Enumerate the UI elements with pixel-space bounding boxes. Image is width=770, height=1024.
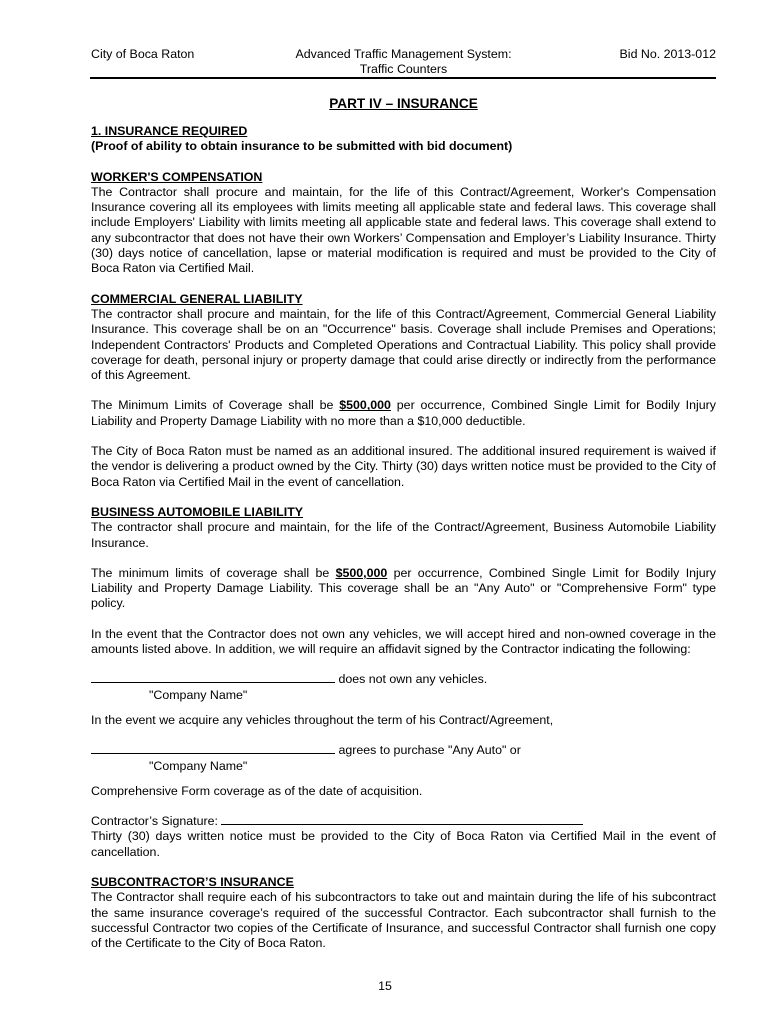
company-name-caption-1: "Company Name": [149, 687, 248, 702]
auto-limits-text: The minimum limits of coverage shall be: [91, 565, 336, 580]
affidavit-line-2: [91, 743, 716, 758]
auto-cancellation: Thirty (30) days written notice must be provided to the City of Boca Raton via Certified Mail in the event of cancellation.: [91, 829, 716, 859]
header-right: Bid No. 2013-012: [619, 47, 716, 61]
company-name-caption-2: "Company Name": [149, 758, 248, 773]
workers-comp-heading: WORKER'S COMPENSATION: [91, 169, 263, 184]
auto-heading: BUSINESS AUTOMOBILE LIABILITY: [91, 504, 304, 519]
part-title: PART IV – INSURANCE: [329, 96, 478, 111]
company-name-blank-1[interactable]: [91, 672, 335, 683]
signature-blank[interactable]: [221, 814, 583, 825]
auto-body: The contractor shall procure and maintain, for the life of the Contract/Agreement, Business Automobile Liability Insurance.: [91, 520, 716, 550]
page-header: [91, 47, 716, 79]
cgl-limits-amount: $500,000: [339, 398, 391, 413]
affidavit-line-1: [91, 672, 716, 687]
cgl-heading: COMMERCIAL GENERAL LIABILITY: [91, 291, 303, 306]
signature-line: [91, 814, 716, 829]
auto-limits-amount: $500,000: [335, 565, 388, 580]
cgl-limits-text: The Minimum Limits of Coverage shall be: [91, 398, 340, 413]
header-left: City of Boca Raton: [91, 47, 195, 61]
auto-acquire: In the event we acquire any vehicles throughout the term of his Contract/Agreement,: [91, 712, 554, 727]
document-body: [91, 124, 716, 951]
header-center-line2: Traffic Counters: [359, 62, 448, 76]
header-rule: [90, 77, 716, 79]
page-number: 15: [378, 979, 392, 993]
auto-comprehensive: Comprehensive Form coverage as of the date of acquisition.: [91, 783, 423, 798]
company-name-blank-2[interactable]: [91, 743, 335, 754]
auto-limits: [91, 566, 716, 612]
auto-limits-text-end: per occurrence, Combined Single Limit for Bodily Injury Liability and Property Damage Liability. This coverage shall be an "Any Auto" or "Comprehensive Form" type policy.: [91, 565, 716, 611]
agrees-text: agrees to purchase "Any Auto" or: [335, 743, 521, 758]
section-subheading: (Proof of ability to obtain insurance to be submitted with bid document): [91, 139, 513, 154]
header-center-line1: Advanced Traffic Management System:: [295, 47, 512, 61]
subcontractor-body: The Contractor shall require each of his subcontractors to take out and maintain during the life of his subcontract the same insurance coverage’s required of the successful Contractor. Each subcontractor shall furnish to the successful Contractor two copies of the Certificate of Insurance, and successful Contractor shall furnish one copy of the Certificate to the City of Boca Raton.: [91, 890, 716, 951]
cgl-body: The contractor shall procure and maintain, for the life of this Contract/Agreement, Commercial General Liability Insurance. This coverage shall be on an "Occurrence" basis. Coverage shall include Premises and Operations; Independent Contractors' Products and Completed Operations and Contractual Liability. This policy shall provide coverage for death, personal injury or property damage that could arise directly or indirectly from the performance of this Agreement.: [91, 306, 716, 383]
cgl-additional-insured: The City of Boca Raton must be named as an additional insured. The additional insured requirement is waived if the vendor is delivering a product owned by the City. Thirty (30) days written notice must be provided to the City of Boca Raton via Certified Mail in the event of cancellation.: [91, 444, 716, 489]
section-heading: 1. INSURANCE REQUIRED: [91, 124, 248, 138]
signature-label: Contractor’s Signature:: [91, 814, 222, 829]
cgl-limits-text-end: per occurrence, Combined Single Limit for Bodily Injury Liability and Property Damage Liability with no more than a $10,000 deductible.: [91, 398, 716, 428]
does-not-own-text: does not own any vehicles.: [335, 672, 488, 687]
cgl-limits: [91, 398, 716, 429]
subcontractor-heading: SUBCONTRACTOR’S INSURANCE: [91, 874, 294, 889]
auto-no-vehicles: In the event that the Contractor does not own any vehicles, we will accept hired and non-owned coverage in the amounts listed above. In addition, we will require an affidavit signed by the Contractor indicating the following:: [91, 626, 716, 657]
workers-comp-body: The Contractor shall procure and maintain, for the life of this Contract/Agreement, Worker's Compensation Insurance covering all its employees with limits meeting all applicable state and federal laws. This coverage shall include Employers' Liability with limits meeting all applicable state and federal laws. This coverage shall extend to any subcontractor that does not have their own Workers’ Compensation and Employer’s Liability Insurance. Thirty (30) days notice of cancellation, lapse or material modification is required and must be provided to the City of Boca Raton via Certified Mail.: [91, 184, 716, 276]
